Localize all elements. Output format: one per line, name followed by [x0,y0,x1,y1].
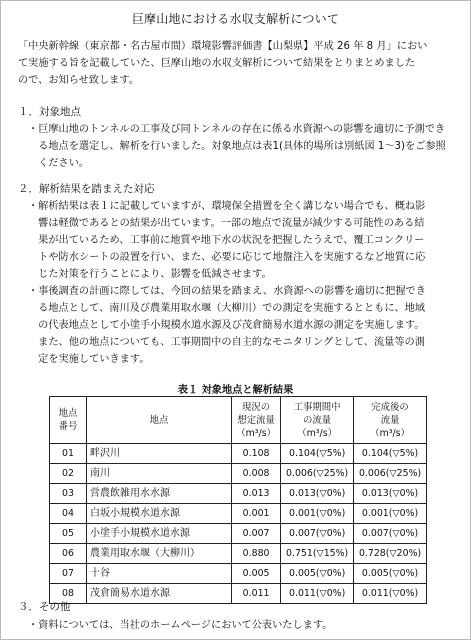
section2-line: の代表地点として小塗手小規模水道水源及び茂倉簡易水道水源の測定を実施します。 [28,320,425,331]
cell-during: 0.013(▽0%) [281,484,354,504]
section2-line: また、他の地点についても、工事期間中の自主的なモニタリングとして、流量等の測 [28,337,425,348]
section1-line: ください。 [28,158,90,169]
cell-after: 0.006(▽25%) [354,464,427,484]
header-no: 地点 番号 [50,397,87,444]
cell-site: 営農飲雑用水水源 [87,484,232,504]
cell-after: 0.007(▽0%) [354,524,427,544]
cell-during: 0.007(▽0%) [281,524,354,544]
section2-line: じた対策を行うことにより、影響を低減させます。 [28,269,272,280]
cell-no: 05 [50,524,87,544]
cell-current: 0.007 [232,524,281,544]
section3-line: ・資料については、当社のホームページにおいて公表いたします。 [28,620,333,631]
table-header-row [50,397,427,444]
section2-line: 定を実施していきます。 [28,354,150,365]
header-after-flow: 完成後の 流量 （m³/s） [354,397,427,444]
cell-during: 0.001(▽0%) [281,504,354,524]
cell-no: 08 [50,584,87,604]
page-title: 巨摩山地における水収支解析について [131,12,340,26]
section3-body [28,617,332,634]
cell-current: 0.108 [232,444,281,464]
intro-line: て実施する旨を記載していた、巨摩山地の水収支解析について結果をとりまとめました [18,58,416,69]
section1-body [28,121,446,172]
intro-paragraph [18,38,427,89]
section3-heading: ３．その他 [18,601,71,613]
cell-current: 0.013 [232,484,281,504]
section2-line: る地点として、南川及び農業用取水堰（大柳川）での測定を実施するとともに、地域 [28,303,426,314]
cell-site: 小塗手小規模水道水源 [87,524,232,544]
cell-current: 0.001 [232,504,281,524]
table-row [50,484,427,504]
cell-during: 0.005(▽0%) [281,564,354,584]
section2-line: ・解析結果は表１に記載していますが、環境保全措置を全く講じない場合でも、概ね影 [28,201,426,212]
cell-site: 農業用取水堰（大柳川） [87,544,232,564]
cell-current: 0.008 [232,464,281,484]
cell-site: 茂倉簡易水道水源 [87,584,232,604]
cell-during: 0.751(▽15%) [281,544,354,564]
cell-after: 0.013(▽0%) [354,484,427,504]
cell-after: 0.011(▽0%) [354,584,427,604]
cell-current: 0.005 [232,564,281,584]
header-during-flow: 工事期間中 の流量 （m³/s） [281,397,354,444]
cell-no: 01 [50,444,87,464]
cell-site: 白坂小規模水道水源 [87,504,232,524]
table-row [50,584,427,604]
cell-no: 06 [50,544,87,564]
header-site: 地点 [87,397,232,444]
cell-site: 畔沢川 [87,444,232,464]
section1-line: ・巨摩山地のトンネルの工事及び同トンネルの存在に係る水資源への影響を適切に予測でき [28,124,446,135]
cell-current: 0.011 [232,584,281,604]
section1-line: る地点を選定し、解析を行いました。対象地点は表1(具体的場所は別紙図 1～3)をご参照 [28,141,446,152]
cell-during: 0.011(▽0%) [281,584,354,604]
section2-line: 響は軽微であるとの結果が出ています。一部の地点で流量が減少する可能性のある結 [28,218,425,229]
table-caption: 表１ 対象地点と解析結果 [177,385,294,396]
cell-site: 南川 [87,464,232,484]
section1-heading: １．対象地点 [18,106,81,118]
header-current-flow: 現況の 想定流量 （m³/s） [232,397,281,444]
cell-after: 0.005(▽0%) [354,564,427,584]
table-row [50,464,427,484]
cell-after: 0.728(▽20%) [354,544,427,564]
cell-during: 0.104(▽5%) [281,444,354,464]
cell-after: 0.001(▽0%) [354,504,427,524]
intro-line: 「中央新幹線（東京都・名古屋市間）環境影響評価書【山梨県】平成 26 年 8 月」におい [18,41,428,52]
section2-heading: ２．解析結果を踏まえた対応 [18,183,155,195]
cell-after: 0.104(▽5%) [354,444,427,464]
cell-no: 03 [50,484,87,504]
table-row [50,544,427,564]
table-row [50,524,427,544]
table-row [50,504,427,524]
cell-no: 07 [50,564,87,584]
section2-line: ・事後調査の計画に際しては、今回の結果を踏まえ、水資源への影響を適切に把握でき [28,286,426,297]
section2-body [28,198,426,368]
table-row [50,564,427,584]
results-table [49,396,427,604]
cell-current: 0.880 [232,544,281,564]
section2-line: トや防水シートの設置を行い、また、必要に応じて地盤注入を実施するなど地質に応 [28,252,426,263]
cell-no: 02 [50,464,87,484]
intro-line: ので、お知らせ致します。 [18,75,139,86]
cell-no: 04 [50,504,87,524]
cell-site: 十谷 [87,564,232,584]
cell-during: 0.006(▽25%) [281,464,354,484]
section2-line: 果が出ているため、工事前に地質や地下水の状況を把握したうえで、覆工コンクリー [28,235,425,246]
table-row [50,444,427,464]
